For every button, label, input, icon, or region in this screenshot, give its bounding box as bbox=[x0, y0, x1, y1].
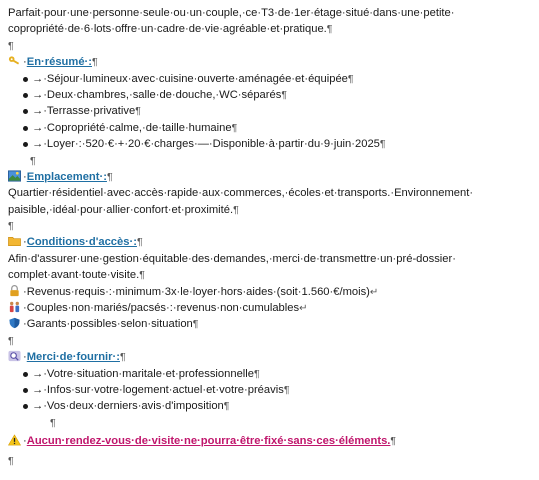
list-item: →·Infos·sur·votre·logement·actuel·et·votre·préavis¶ bbox=[8, 382, 533, 398]
list-item: →·Vos·deux·derniers·avis·d'imposition¶ bbox=[8, 398, 533, 414]
list-item: →·Copropriété·calme,·de·taille·humaine¶ bbox=[8, 120, 533, 136]
empty-paragraph: ¶ bbox=[8, 454, 14, 467]
map-icon bbox=[8, 170, 21, 182]
folder-icon bbox=[8, 235, 21, 247]
condition-item-couples: ·Couples·non·mariés/pacsés·:·revenus·non·cumulables↵ bbox=[8, 300, 533, 316]
empty-paragraph: ¶ bbox=[8, 334, 14, 347]
emplacement-line-2: paisible,·idéal·pour·allier·confort·et·proximité.¶ bbox=[8, 203, 239, 216]
list-item: →·Loyer·:·520·€·+·20·€·charges·—·Disponible·à·partir·du·9·juin·2025¶ bbox=[8, 136, 533, 152]
conditions-heading-line: ·Conditions·d'accès·:¶ bbox=[8, 234, 533, 250]
empty-paragraph: ¶ bbox=[30, 154, 36, 167]
list-item: →·Votre·situation·maritale·et·professionnelle¶ bbox=[8, 366, 533, 382]
conditions-heading: Conditions·d'accès·: bbox=[26, 236, 137, 249]
list-item: →·Terrasse·privative¶ bbox=[8, 103, 533, 119]
warning-icon bbox=[8, 434, 21, 446]
empty-paragraph: ¶ bbox=[8, 39, 14, 52]
condition-item-garants: ·Garants·possibles·selon·situation¶ bbox=[8, 316, 533, 332]
lock-icon bbox=[8, 285, 21, 297]
condition-item-revenus: ·Revenus·requis·:·minimum·3x·le·loyer·hors·aides·(soit·1.560·€/mois)↵ bbox=[8, 284, 533, 300]
document-body bbox=[8, 5, 533, 469]
list-item: →·Deux·chambres,·salle·de·douche,·WC·séparés¶ bbox=[8, 87, 533, 103]
key-icon bbox=[8, 55, 21, 67]
resume-heading: En·résumé·: bbox=[26, 56, 93, 69]
resume-heading-line: ·En·résumé·:¶ bbox=[8, 54, 533, 70]
emplacement-line-1: Quartier·résidentiel·avec·accès·rapide·aux·commerces,·écoles·et·transports.·Environnement· bbox=[8, 187, 474, 200]
magnifier-icon bbox=[8, 350, 21, 362]
warning-line: ·Aucun·rendez-vous·de·visite·ne·pourra·être·fixé·sans·ces·éléments.¶ bbox=[8, 433, 533, 449]
warning-text: Aucun·rendez-vous·de·visite·ne·pourra·être·fixé·sans·ces·éléments. bbox=[26, 435, 391, 448]
couple-icon bbox=[8, 301, 21, 313]
list-item: →·Séjour·lumineux·avec·cuisine·ouverte·aménagée·et·équipée¶ bbox=[8, 71, 533, 87]
emplacement-heading: Emplacement·: bbox=[26, 170, 107, 183]
empty-paragraph: ¶ bbox=[8, 220, 14, 233]
intro-line-1: Parfait·pour·une·personne·seule·ou·un·couple,·ce·T3·de·1er·étage·situé·dans·une·petite· bbox=[8, 7, 455, 19]
fournir-heading-line: ·Merci·de·fournir·:¶ bbox=[8, 349, 533, 365]
empty-paragraph: ¶ bbox=[50, 416, 56, 429]
conditions-line-2: complet·avant·toute·visite.¶ bbox=[8, 269, 145, 282]
conditions-line-1: Afin·d'assurer·une·gestion·équitable·des·demandes,·merci·de·transmettre·un·pré-dossier· bbox=[8, 252, 456, 265]
emplacement-heading-line: ·Emplacement·:¶ bbox=[8, 169, 533, 185]
intro-line-2: copropriété·de·6·lots·offre·un·cadre·de·vie·agréable·et·pratique.¶ bbox=[8, 23, 333, 36]
shield-icon bbox=[8, 317, 21, 329]
fournir-heading: Merci·de·fournir·: bbox=[26, 351, 120, 364]
